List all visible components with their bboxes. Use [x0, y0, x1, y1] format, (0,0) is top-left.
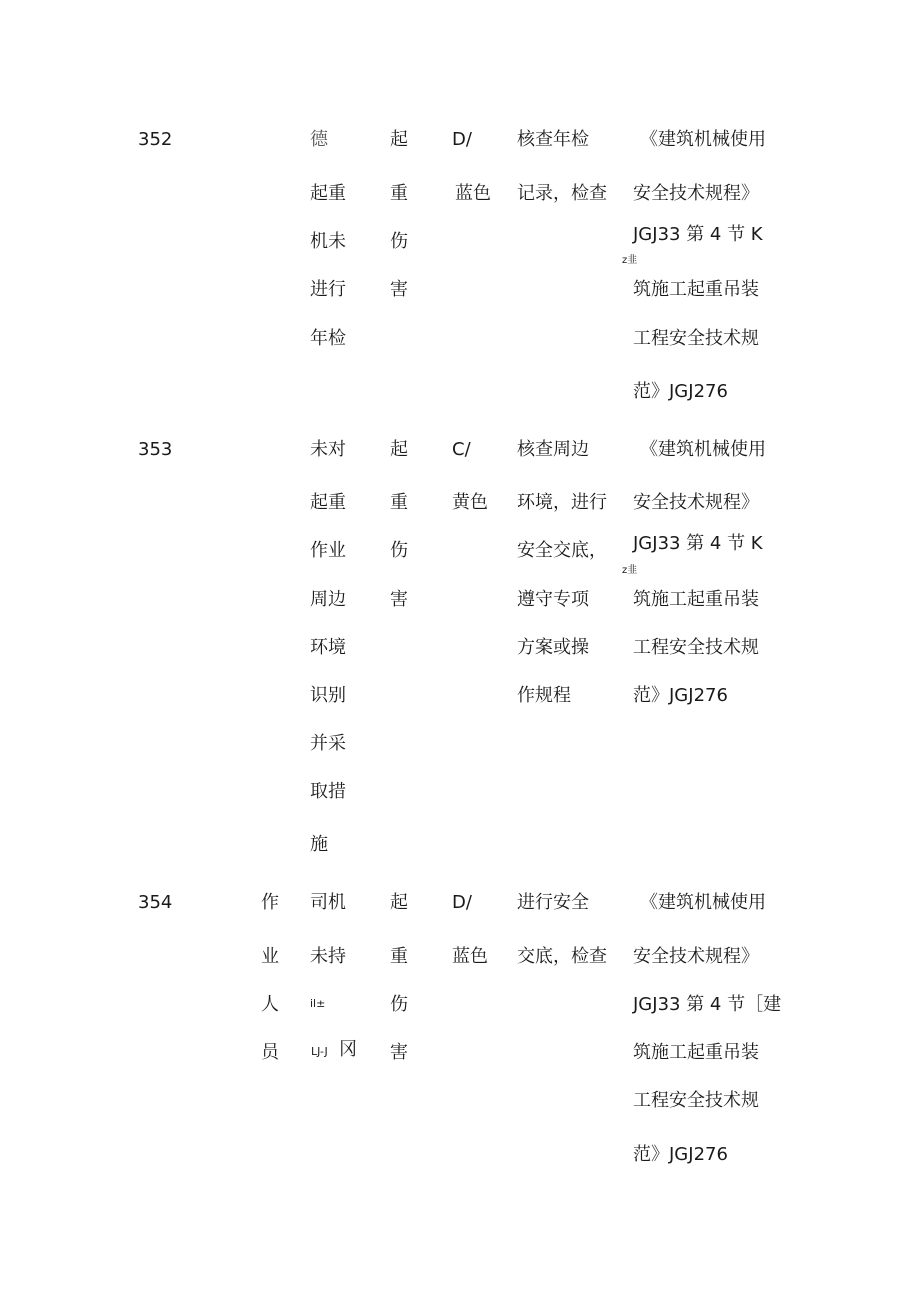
- risk-level: D/: [452, 129, 472, 150]
- basis-text: 筑施工起重吊装: [633, 279, 759, 300]
- control-measure: 核查年检: [517, 129, 589, 150]
- hazard-text: 司机: [310, 892, 346, 913]
- accident-type: 伤: [390, 540, 408, 561]
- hazard-text: LJ-J: [311, 1045, 328, 1058]
- basis-text: 工程安全技术规: [633, 328, 759, 349]
- object-text: 业: [261, 946, 279, 967]
- basis-text: 安全技术规程》: [633, 492, 759, 513]
- hazard-text: 环境: [310, 637, 346, 658]
- hazard-text: 周边: [310, 589, 346, 610]
- accident-type: 害: [390, 1042, 408, 1063]
- basis-text: z韭: [622, 565, 638, 576]
- control-measure: 核查周边: [517, 439, 589, 460]
- object-text: 作: [261, 892, 279, 913]
- hazard-text: 施: [310, 834, 328, 855]
- accident-type: 重: [390, 183, 408, 204]
- object-text: 员: [261, 1042, 279, 1063]
- basis-text: 工程安全技术规: [633, 637, 759, 658]
- accident-type: 伤: [390, 231, 408, 252]
- accident-type: 起: [390, 892, 408, 913]
- hazard-text: 年检: [310, 328, 346, 349]
- risk-level: 蓝色: [455, 183, 491, 204]
- control-measure: 交底，检查: [517, 946, 607, 967]
- accident-type: 重: [390, 492, 408, 513]
- risk-level: 蓝色: [452, 946, 488, 967]
- basis-text: JGJ33 第 4 节 K: [633, 224, 763, 245]
- hazard-text: 进行: [310, 279, 346, 300]
- row-number: 354: [138, 892, 173, 913]
- row-number: 353: [138, 439, 173, 460]
- basis-text: 安全技术规程》: [633, 946, 759, 967]
- hazard-text: 起重: [310, 183, 346, 204]
- control-measure: 记录，检查: [517, 183, 607, 204]
- basis-text: 范》JGJ276: [633, 381, 728, 402]
- basis-text: 安全技术规程》: [633, 183, 759, 204]
- risk-level: C/: [452, 439, 471, 460]
- basis-text: 范》JGJ276: [633, 685, 728, 706]
- hazard-text: 识别: [310, 685, 346, 706]
- accident-type: 伤: [390, 994, 408, 1015]
- accident-type: 重: [390, 946, 408, 967]
- object-text: 人: [261, 994, 279, 1015]
- hazard-text: 未持: [310, 946, 346, 967]
- control-measure: 进行安全: [517, 892, 589, 913]
- hazard-text: 机未: [310, 231, 346, 252]
- basis-text: 《建筑机械使用: [640, 439, 766, 460]
- basis-text: 筑施工起重吊装: [633, 1042, 759, 1063]
- basis-text: 筑施工起重吊装: [633, 589, 759, 610]
- hazard-text: 德: [310, 129, 328, 150]
- accident-type: 害: [390, 279, 408, 300]
- basis-text: 《建筑机械使用: [640, 892, 766, 913]
- risk-level: D/: [452, 892, 472, 913]
- control-measure: 方案或操: [517, 637, 589, 658]
- hazard-text: 作业: [310, 540, 346, 561]
- risk-level: 黄色: [452, 492, 488, 513]
- hazard-text: 冈: [339, 1039, 357, 1060]
- hazard-text: 起重: [310, 492, 346, 513]
- basis-text: 工程安全技术规: [633, 1090, 759, 1111]
- basis-text: z韭: [622, 255, 638, 266]
- row-number: 352: [138, 129, 173, 150]
- accident-type: 起: [390, 439, 408, 460]
- hazard-text: 取措: [310, 781, 346, 802]
- hazard-text: il±: [310, 997, 326, 1010]
- control-measure: 遵守专项: [517, 589, 589, 610]
- basis-text: 范》JGJ276: [633, 1144, 728, 1165]
- control-measure: 安全交底，: [517, 540, 607, 561]
- control-measure: 环境，进行: [517, 492, 607, 513]
- accident-type: 起: [390, 129, 408, 150]
- basis-text: 《建筑机械使用: [640, 129, 766, 150]
- control-measure: 作规程: [517, 685, 571, 706]
- hazard-text: 并采: [310, 733, 346, 754]
- accident-type: 害: [390, 589, 408, 610]
- hazard-text: 未对: [310, 439, 346, 460]
- basis-text: JGJ33 第 4 节［建: [633, 994, 782, 1015]
- basis-text: JGJ33 第 4 节 K: [633, 533, 763, 554]
